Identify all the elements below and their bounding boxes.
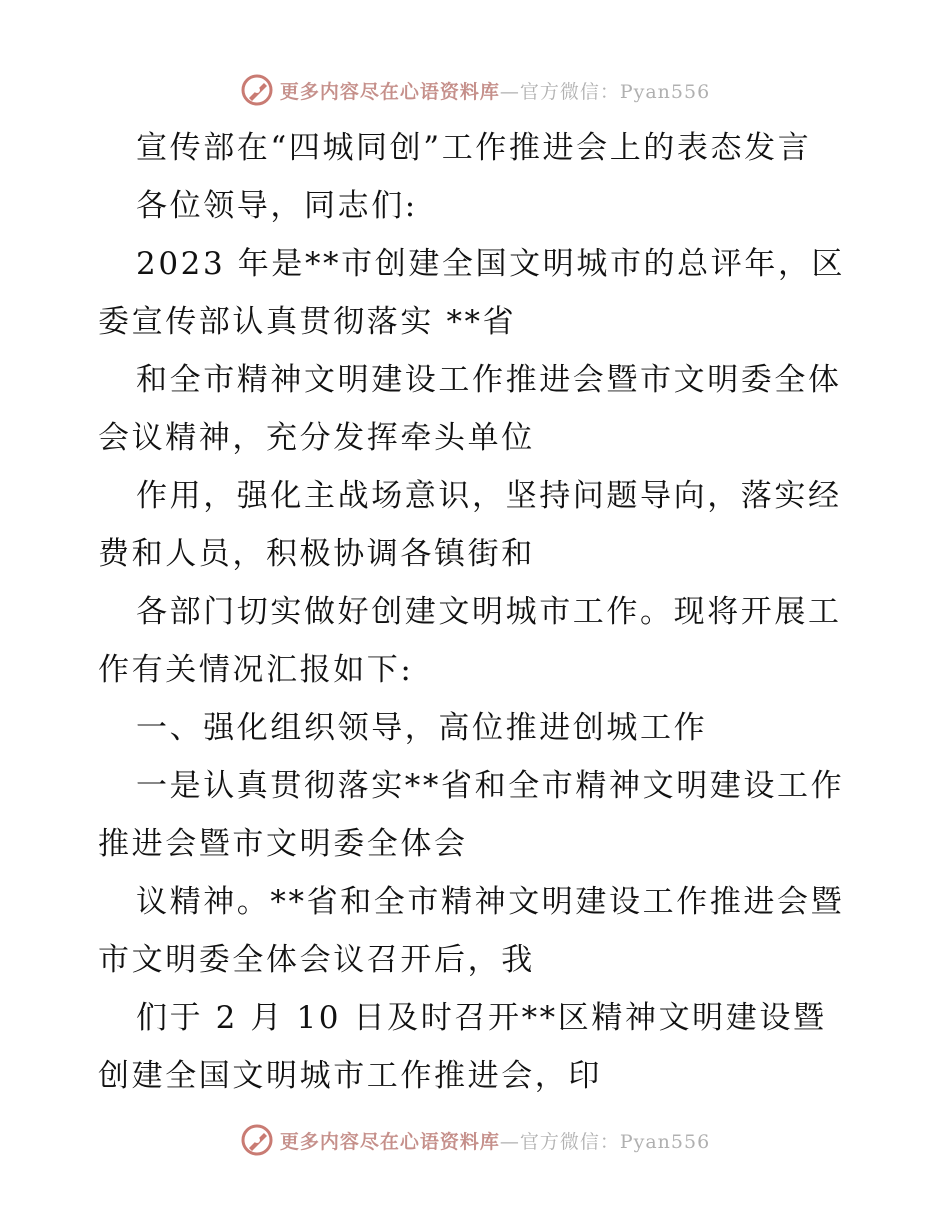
body-line: 推进会暨市文明委全体会 bbox=[98, 826, 468, 862]
body-line: 各部门切实做好创建文明城市工作。现将开展工 bbox=[136, 594, 842, 630]
body-line: 议精神。**省和全市精神文明建设工作推进会暨 bbox=[136, 884, 845, 920]
body-line: 作用，强化主战场意识，坚持问题导向，落实经 bbox=[136, 478, 842, 514]
body-line: 一是认真贯彻落实**省和全市精神文明建设工作 bbox=[136, 768, 845, 804]
body-line: 们于 2 月 10 日及时召开**区精神文明建设暨 bbox=[136, 1000, 827, 1036]
body-line: 市文明委全体会议召开后，我 bbox=[98, 942, 535, 978]
salutation: 各位领导，同志们: bbox=[136, 188, 418, 224]
body-line: 作有关情况汇报如下: bbox=[98, 652, 414, 688]
body-line: 创建全国文明城市工作推进会，印 bbox=[98, 1058, 602, 1094]
footer-watermark bbox=[0, 1120, 950, 1160]
body-line: 和全市精神文明建设工作推进会暨市文明委全体 bbox=[136, 362, 842, 398]
body-line: 委宣传部认真贯彻落实 **省 bbox=[98, 304, 517, 340]
body-line: 2023 年是**市创建全国文明城市的总评年，区 bbox=[136, 246, 846, 282]
watermark-brand: 更多内容尽在心语资料库 bbox=[279, 1130, 500, 1153]
body-line: 费和人员，积极协调各镇街和 bbox=[98, 536, 535, 572]
section-heading: 一、强化组织领导，高位推进创城工作 bbox=[136, 710, 708, 746]
watermark-text bbox=[280, 1127, 710, 1154]
document-title: 宣传部在“四城同创”工作推进会上的表态发言 bbox=[136, 130, 812, 166]
watermark-contact: —官方微信：Pyan556 bbox=[499, 80, 711, 103]
watermark-brand: 更多内容尽在心语资料库 bbox=[279, 80, 500, 103]
body-line: 会议精神，充分发挥牵头单位 bbox=[98, 420, 535, 456]
watermark-contact: —官方微信：Pyan556 bbox=[499, 1130, 711, 1153]
pen-logo-icon bbox=[240, 1123, 274, 1157]
